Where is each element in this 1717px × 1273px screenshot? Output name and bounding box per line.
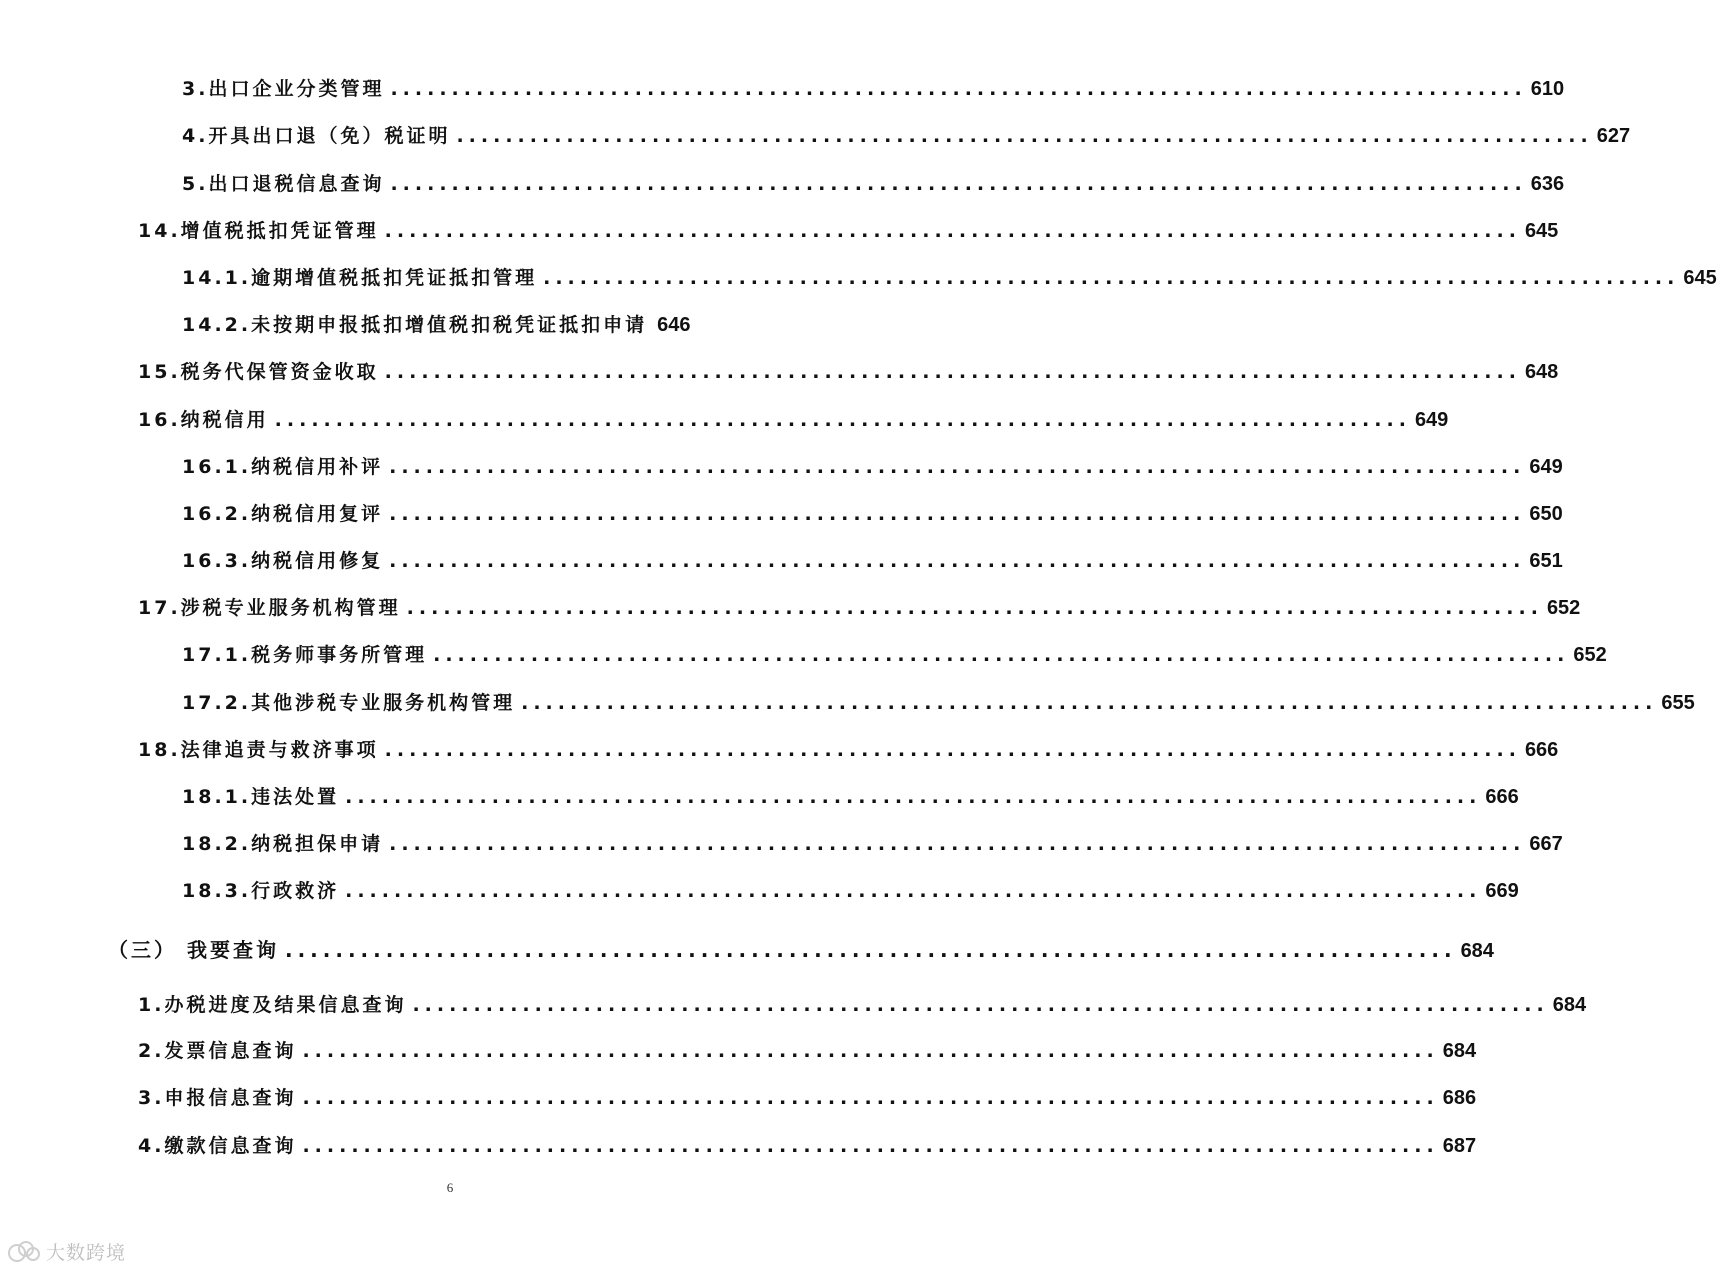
toc-leader-dots: ............................................................................................. (384, 739, 1521, 761)
toc-leader-dots: ............................................................................................. (389, 456, 1526, 478)
toc-entry-title: 17.涉税专业服务机构管理 (138, 597, 401, 619)
toc-entry-title: 16.3.纳税信用修复 (182, 550, 384, 572)
toc-entry-title: 18.3.行政救济 (182, 880, 340, 902)
toc-entry[interactable] (182, 829, 1563, 865)
toc-entry[interactable] (182, 876, 1519, 912)
toc-entry-page: 645 (1683, 267, 1717, 289)
toc-entry-page: 646 (657, 314, 691, 336)
toc-leader-dots: ............................................................................................. (521, 692, 1658, 714)
toc-entry-page: 648 (1524, 361, 1559, 383)
toc-entry[interactable] (138, 1131, 1477, 1167)
toc-entry-page: 684 (1460, 940, 1494, 962)
toc-entry-title: 14.1.逾期增值税抵扣凭证抵扣管理 (182, 267, 538, 289)
toc-leader-dots: ............................................................................................. (456, 125, 1593, 147)
toc-entry[interactable] (138, 357, 1559, 393)
toc-entry[interactable] (138, 405, 1449, 441)
toc-entry-title: 2.发票信息查询 (138, 1040, 297, 1062)
toc-entry-title: 4.开具出口退（免）税证明 (182, 125, 451, 147)
toc-leader-dots: ............................................................................................. (274, 409, 1411, 431)
toc-entry[interactable] (182, 310, 691, 346)
toc-entry-page: 666 (1485, 786, 1519, 808)
toc-leader-dots: ............................................................................................. (543, 267, 1680, 289)
watermark-text: 大数跨境 (46, 1242, 127, 1264)
toc-leader-dots: ............................................................................................. (390, 78, 1527, 100)
toc-entry-page: 610 (1530, 78, 1565, 100)
toc-entry-page: 651 (1529, 550, 1563, 572)
toc-entry-page: 684 (1552, 994, 1587, 1016)
toc-leader-dots: ............................................................................................. (389, 503, 1526, 525)
toc-entry-title: 17.1.税务师事务所管理 (182, 644, 428, 666)
toc-leader-dots: ............................................................................................. (389, 550, 1526, 572)
toc-entry-page: 650 (1529, 503, 1563, 525)
toc-entry-title: 16.1.纳税信用补评 (182, 456, 384, 478)
toc-entry-page: 652 (1546, 597, 1581, 619)
toc-leader-dots: ............................................................................................. (433, 644, 1570, 666)
toc-leader-dots: ............................................................................................. (345, 786, 1482, 808)
toc-leader-dots: ............................................................................................. (302, 1040, 1439, 1062)
toc-section-heading[interactable] (108, 934, 1494, 970)
toc-entry[interactable] (138, 990, 1587, 1026)
toc-leader-dots: ............................................................................................. (384, 361, 1521, 383)
toc-leader-dots: ............................................................................................. (389, 833, 1526, 855)
toc-leader-dots: ............................................................................................. (412, 994, 1549, 1016)
toc-entry-page: 666 (1524, 739, 1559, 761)
toc-entry[interactable] (182, 782, 1519, 818)
toc-leader-dots: ............................................................................................. (390, 173, 1527, 195)
toc-entry[interactable] (138, 1036, 1477, 1072)
toc-entry[interactable] (138, 1083, 1477, 1119)
toc-leader-dots: ............................................................................................. (345, 880, 1482, 902)
toc-leader-dots: ............................................................................................. (384, 220, 1521, 242)
toc-leader-dots: ............................................................................................. (302, 1087, 1439, 1109)
toc-leader-dots: ............................................................................................. (406, 597, 1543, 619)
toc-entry-title: 1.办税进度及结果信息查询 (138, 994, 407, 1016)
toc-entry-title: 18.1.违法处置 (182, 786, 340, 808)
toc-entry-page: 627 (1596, 125, 1631, 147)
toc-leader-dots: ............................................................................................. (302, 1135, 1439, 1157)
watermark (8, 1238, 126, 1265)
toc-entry-title: 16.2.纳税信用复评 (182, 503, 384, 525)
toc-entry[interactable] (182, 546, 1563, 582)
toc-entry-title: 16.纳税信用 (138, 409, 269, 431)
toc-entry-title: （三） 我要查询 (108, 938, 279, 962)
toc-entry[interactable] (182, 121, 1631, 157)
toc-entry[interactable] (138, 593, 1581, 629)
toc-entry-page: 636 (1530, 173, 1565, 195)
toc-entry-title: 18.法律追责与救济事项 (138, 739, 379, 761)
toc-entry-title: 4.缴款信息查询 (138, 1135, 297, 1157)
toc-entry[interactable] (182, 640, 1607, 676)
toc-entry-title: 18.2.纳税担保申请 (182, 833, 384, 855)
toc-entry[interactable] (182, 688, 1695, 724)
toc-entry[interactable] (182, 169, 1565, 205)
toc-leader-dots: ............................................................................................. (284, 938, 1457, 962)
toc-entry-page: 667 (1529, 833, 1563, 855)
page-number: 6 (446, 1180, 454, 1195)
toc-entry-title: 14.2.未按期申报抵扣增值税扣税凭证抵扣申请 (182, 314, 648, 336)
toc-entry-title: 17.2.其他涉税专业服务机构管理 (182, 692, 516, 714)
toc-entry-page: 684 (1442, 1040, 1477, 1062)
toc-entry-title: 3.出口企业分类管理 (182, 78, 385, 100)
toc-entry[interactable] (182, 452, 1563, 488)
toc-entry-page: 655 (1661, 692, 1695, 714)
toc-entry[interactable] (182, 263, 1717, 299)
toc-entry-page: 669 (1485, 880, 1519, 902)
toc-entry-page: 645 (1524, 220, 1559, 242)
toc-entry[interactable] (182, 74, 1565, 110)
watermark-logo-icon (8, 1241, 42, 1263)
toc-entry-title: 3.申报信息查询 (138, 1087, 297, 1109)
toc-entry-page: 687 (1442, 1135, 1477, 1157)
toc-entry[interactable] (138, 735, 1559, 771)
toc-entry-page: 652 (1573, 644, 1607, 666)
toc-entry[interactable] (138, 216, 1559, 252)
toc-entry-page: 649 (1529, 456, 1563, 478)
toc-entry-title: 5.出口退税信息查询 (182, 173, 385, 195)
toc-entry-title: 15.税务代保管资金收取 (138, 361, 379, 383)
toc-entry-page: 686 (1442, 1087, 1477, 1109)
toc-entry-title: 14.增值税抵扣凭证管理 (138, 220, 379, 242)
toc-entry[interactable] (182, 499, 1563, 535)
toc-entry-page: 649 (1414, 409, 1449, 431)
